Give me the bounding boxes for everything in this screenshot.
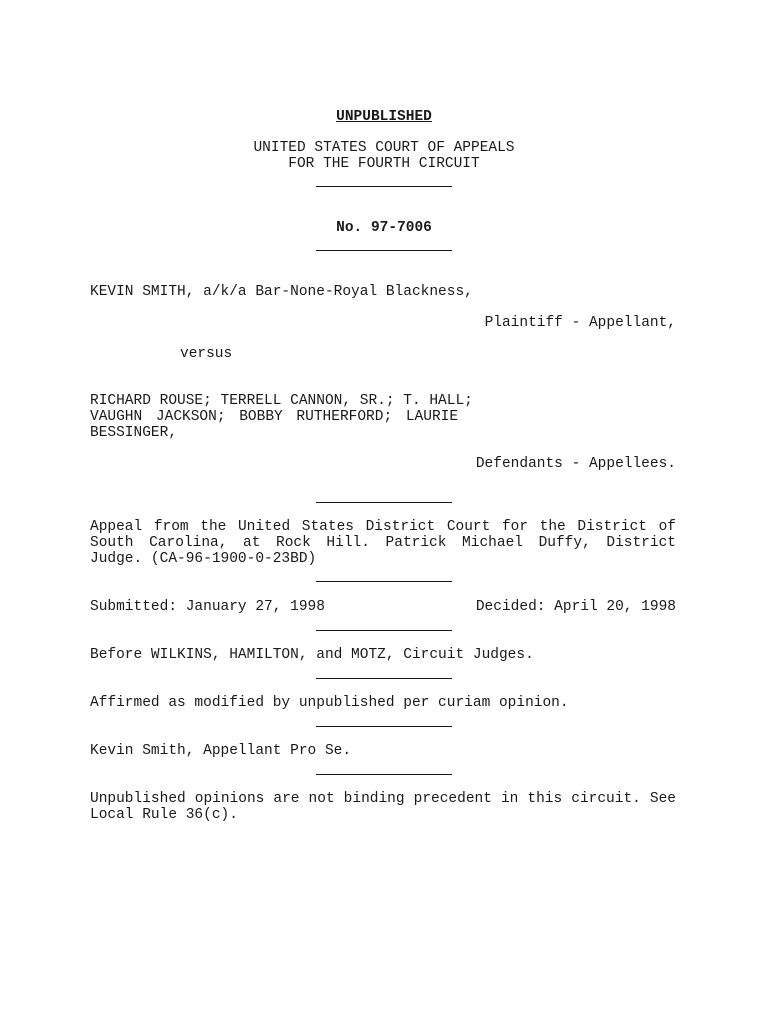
case-number: No. 97-7006 bbox=[336, 220, 432, 236]
divider bbox=[316, 630, 452, 631]
plaintiff-name: KEVIN SMITH, a/k/a Bar-None-Royal Blackness, bbox=[90, 284, 473, 300]
plaintiff-role: Plaintiff - Appellant, bbox=[484, 315, 676, 331]
divider bbox=[316, 726, 452, 727]
defendants-line1: RICHARD ROUSE; TERRELL CANNON, SR.; T. HALL; bbox=[90, 393, 473, 409]
divider bbox=[316, 250, 452, 251]
counsel-line: Kevin Smith, Appellant Pro Se. bbox=[90, 743, 352, 759]
defendants-line3: BESSINGER, bbox=[90, 425, 178, 441]
court-name-line2: FOR THE FOURTH CIRCUIT bbox=[288, 156, 480, 172]
divider bbox=[316, 502, 452, 503]
submitted-date: Submitted: January 27, 1998 bbox=[90, 599, 325, 615]
appeal-text: Appeal from the United States District Court for the District of South Carolina, at Rock Hill. Patrick Michael Duffy, District Judge. (CA-96-1900-0-23BD) bbox=[90, 519, 676, 567]
publication-status: UNPUBLISHED bbox=[336, 109, 432, 125]
decided-date: Decided: April 20, 1998 bbox=[475, 599, 676, 615]
court-name-line1: UNITED STATES COURT OF APPEALS bbox=[253, 140, 515, 156]
defendants-role: Defendants - Appellees. bbox=[475, 456, 676, 472]
defendants-line2: VAUGHN JACKSON; BOBBY RUTHERFORD; LAURIE bbox=[90, 409, 459, 425]
divider bbox=[316, 581, 452, 582]
divider bbox=[316, 774, 452, 775]
divider bbox=[316, 186, 452, 187]
precedent-notice: Unpublished opinions are not binding precedent in this circuit. See Local Rule 36(c). bbox=[90, 791, 676, 823]
disposition-line: Affirmed as modified by unpublished per curiam opinion. bbox=[90, 695, 569, 711]
versus-label: versus bbox=[180, 346, 233, 362]
divider bbox=[316, 678, 452, 679]
panel-line: Before WILKINS, HAMILTON, and MOTZ, Circuit Judges. bbox=[90, 647, 534, 663]
